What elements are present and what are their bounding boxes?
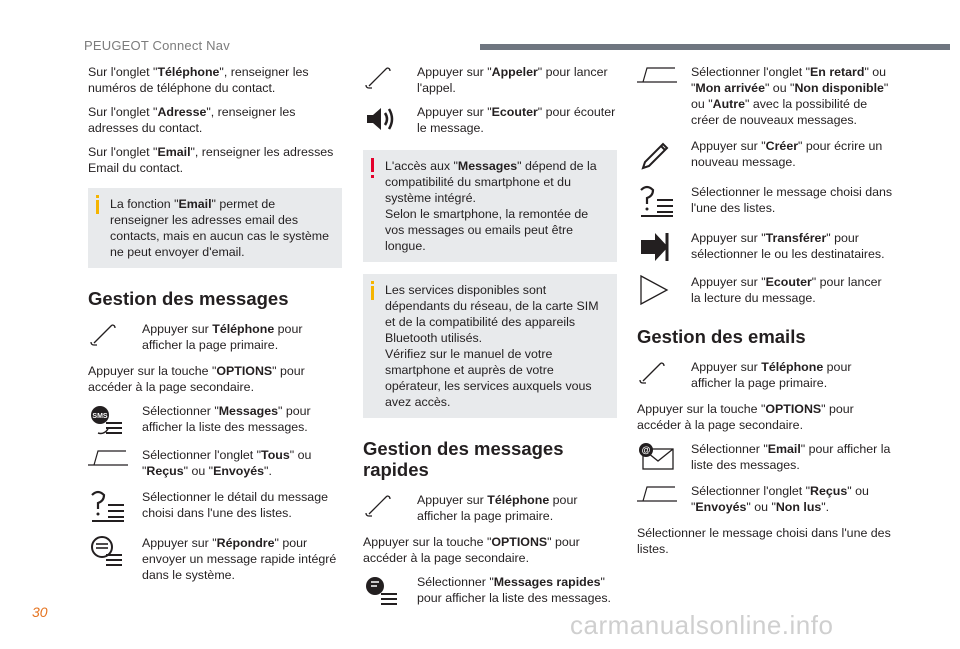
phone-handset-icon (637, 359, 691, 389)
info-note-email: La fonction "Email" permet de renseigner les adresses email des contacts, mais en aucun cas le système ne peut envoyer d'email. (88, 188, 342, 268)
column-1 (88, 64, 342, 593)
header-title: PEUGEOT Connect Nav (84, 38, 230, 53)
info-note-services: Les services disponibles sont dépendants du réseau, de la carte SIM et de la compatibilité des appareils Bluetooth utilisés. Vérifiez sur le manuel de votre smartphone et auprès de votre opérateur, les services auxquels vous avez accès. (363, 274, 617, 418)
column-3 (637, 64, 893, 565)
email-envelope-icon (637, 441, 691, 471)
phone-handset-icon (88, 321, 142, 351)
step-call: Appuyer sur "Appeler" pour lancer l'appel. (363, 64, 617, 96)
step-phone: Appuyer sur Téléphone pour afficher la page primaire. (363, 492, 617, 524)
warning-icon (371, 158, 374, 172)
svg-text:@: @ (641, 445, 651, 455)
select-list-icon (637, 184, 691, 220)
heading-quick-messages: Gestion des messages rapides (363, 438, 564, 480)
column-2 (363, 64, 617, 618)
paragraph-phone-tab: Sur l'onglet "Téléphone", renseigner les numéros de téléphone du contact. (88, 65, 309, 95)
step-quick-messages: Sélectionner "Messages rapides" pour afficher la liste des messages. (363, 574, 617, 608)
step-transfer: Appuyer sur "Transférer" pour sélectionner le ou les destinataires. (637, 230, 893, 264)
quick-message-list-icon (363, 574, 417, 608)
step-select-detail: Sélectionner le détail du message choisi dans l'une des listes. (88, 489, 342, 525)
info-icon (96, 195, 99, 198)
paragraph-options: Appuyer sur la touche "OPTIONS" pour accéder à la page secondaire. (88, 364, 305, 394)
pencil-icon (637, 138, 691, 174)
step-tabs-quick: Sélectionner l'onglet "En retard" ou "Mon arrivée" ou "Non disponible" ou "Autre" avec la possibilité de créer de nouveaux messages. (637, 64, 893, 128)
step-messages: SMS Sélectionner "Messages" pour afficher la liste des messages. (88, 403, 342, 437)
sms-list-icon (88, 403, 142, 437)
transfer-arrow-icon (637, 230, 691, 264)
step-select-message: Sélectionner le message choisi dans l'une des listes. (637, 184, 893, 220)
heading-email-management: Gestion des emails (637, 326, 806, 347)
page-number: 30 (32, 604, 48, 620)
paragraph-select-message: Sélectionner le message choisi dans l'une des listes. (637, 526, 891, 556)
svg-text:SMS: SMS (92, 413, 108, 420)
tab-icon (637, 64, 691, 94)
step-create: Appuyer sur "Créer" pour écrire un nouveau message. (637, 138, 893, 174)
warning-note: L'accès aux "Messages" dépend de la compatibilité du smartphone et du système intégré. Selon le smartphone, la remontée de vos messages ou emails peut être longue. (363, 150, 617, 262)
step-reply: Appuyer sur "Répondre" pour envoyer un message rapide intégré dans le système. (88, 535, 342, 583)
step-email: @ Sélectionner "Email" pour afficher la liste des messages. (637, 441, 893, 473)
step-play: Appuyer sur "Ecouter" pour lancer la lecture du message. (637, 274, 893, 306)
heading-message-management: Gestion des messages (88, 288, 289, 309)
tab-icon (637, 483, 691, 513)
phone-handset-icon (363, 64, 417, 94)
paragraph-email-tab: Sur l'onglet "Email", renseigner les adresses Email du contact. (88, 145, 334, 175)
reply-list-icon (88, 535, 142, 569)
step-tabs: Sélectionner l'onglet "Tous" ou "Reçus" ou "Envoyés". (88, 447, 342, 479)
select-list-icon (88, 489, 142, 525)
step-phone: Appuyer sur Téléphone pour afficher la page primaire. (88, 321, 342, 353)
phone-handset-icon (363, 492, 417, 522)
tab-icon (88, 447, 142, 477)
step-email-tabs: Sélectionner l'onglet "Reçus" ou "Envoyés" ou "Non lus". (637, 483, 893, 515)
paragraph-options: Appuyer sur la touche "OPTIONS" pour accéder à la page secondaire. (637, 402, 854, 432)
paragraph-address-tab: Sur l'onglet "Adresse", renseigner les adresses du contact. (88, 105, 296, 135)
step-listen: Appuyer sur "Ecouter" pour écouter le message. (363, 104, 617, 136)
step-phone: Appuyer sur Téléphone pour afficher la page primaire. (637, 359, 893, 391)
play-icon (637, 274, 691, 306)
watermark: carmanualsonline.info (570, 610, 834, 640)
paragraph-options: Appuyer sur la touche "OPTIONS" pour accéder à la page secondaire. (363, 535, 580, 565)
speaker-icon (363, 104, 417, 134)
info-icon (371, 281, 374, 284)
header-bar (480, 44, 950, 50)
